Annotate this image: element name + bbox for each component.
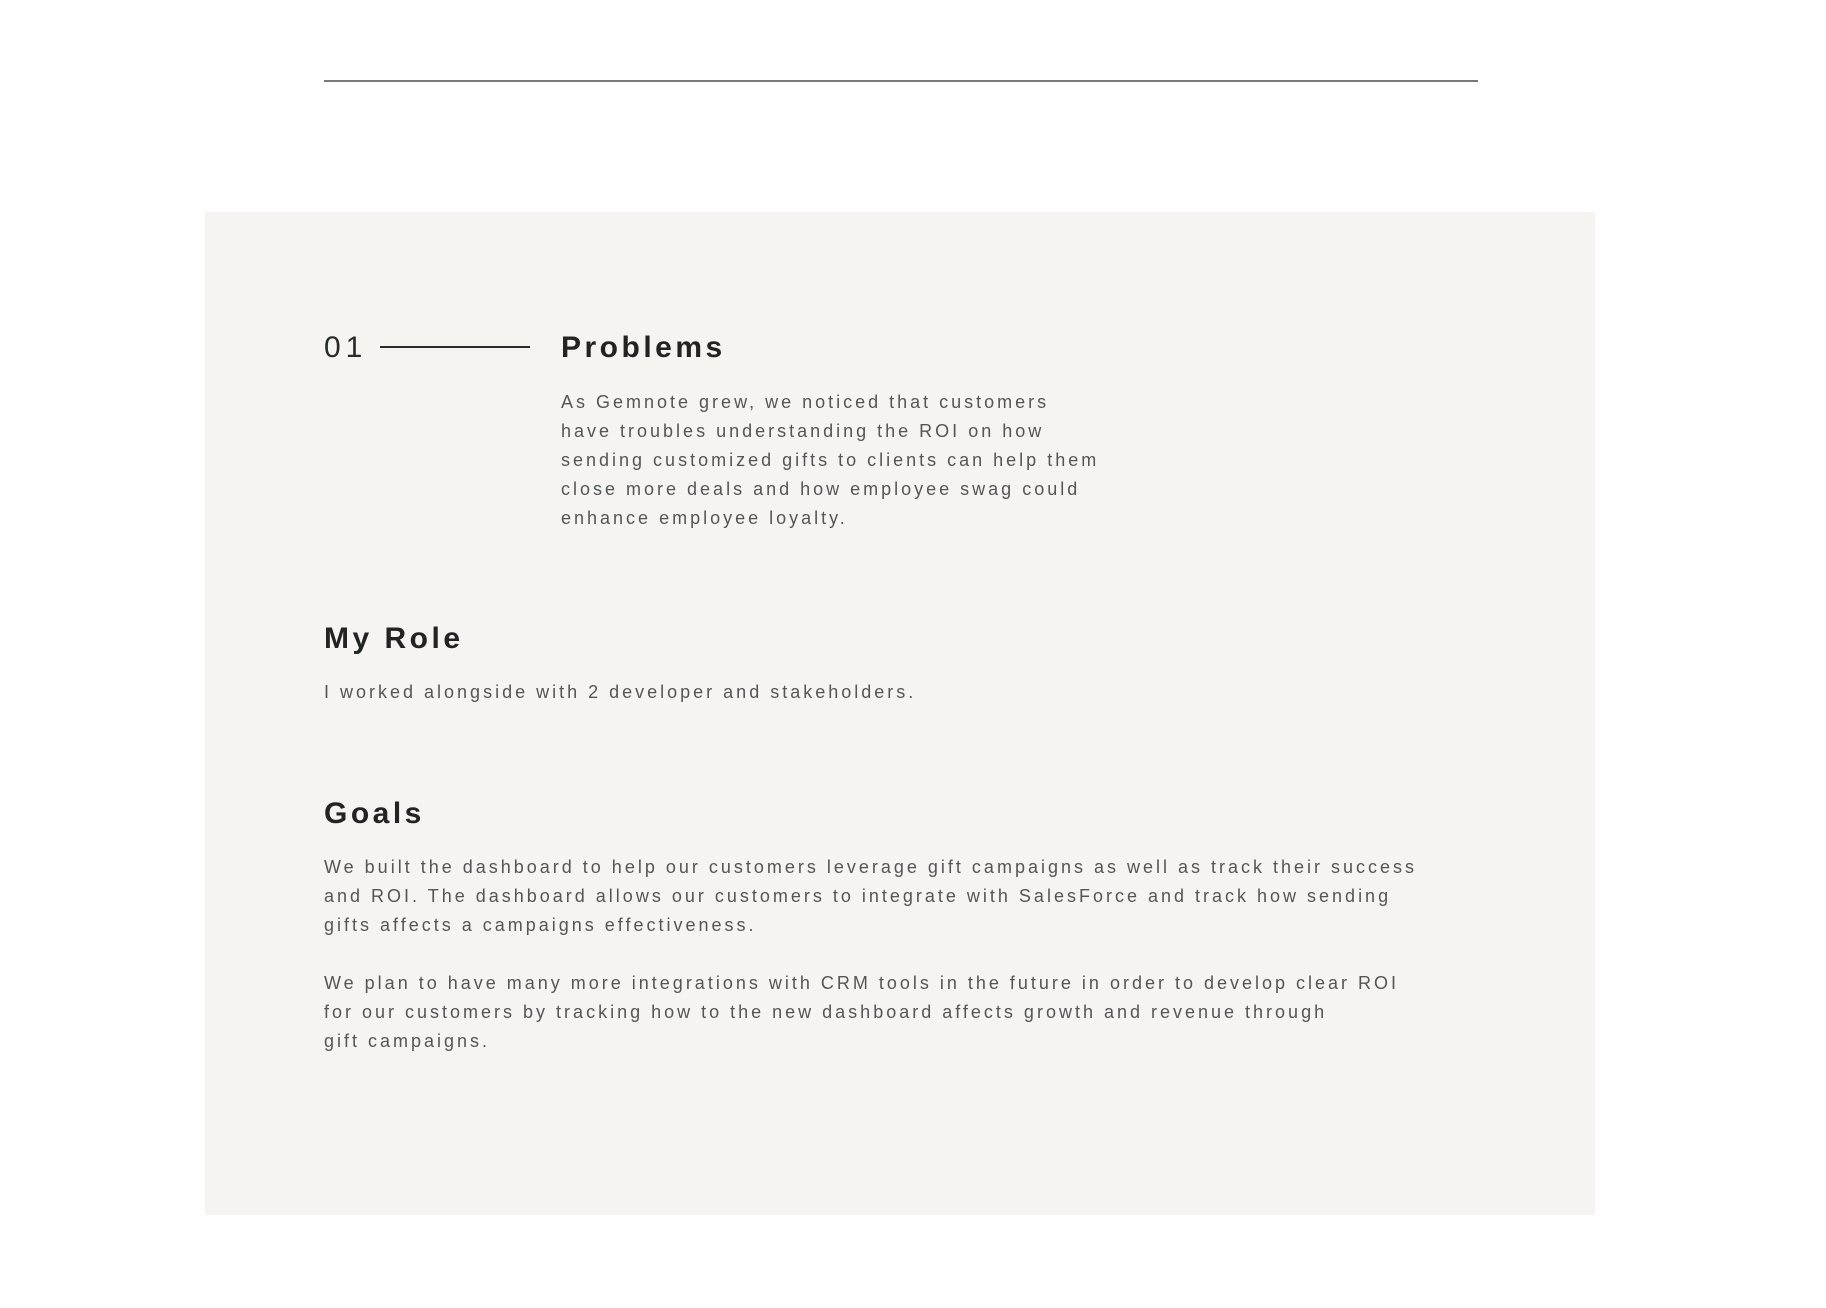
problems-text-line: have troubles understanding the ROI on how xyxy=(561,421,1045,441)
goals-paragraph-1-line: gifts affects a campaigns effectiveness. xyxy=(324,915,757,935)
problems-heading: Problems xyxy=(561,331,726,364)
goals-heading: Goals xyxy=(324,797,425,830)
goals-paragraph-2 xyxy=(324,969,1474,1056)
goals-paragraph-1-line: We built the dashboard to help our customers leverage gift campaigns as well as track their success xyxy=(324,857,1418,877)
problems-text xyxy=(561,388,1161,533)
section-number: 01 xyxy=(324,331,368,364)
my-role-heading: My Role xyxy=(324,622,464,655)
top-divider xyxy=(324,80,1478,82)
goals-paragraph-1 xyxy=(324,853,1474,940)
goals-paragraph-2-line: We plan to have many more integrations with CRM tools in the future in order to develop clear ROI xyxy=(324,973,1400,993)
problems-text-line: enhance employee loyalty. xyxy=(561,508,848,528)
goals-paragraph-1-line: and ROI. The dashboard allows our customers to integrate with SalesForce and track how sending xyxy=(324,886,1392,906)
problems-text-line: As Gemnote grew, we noticed that customers xyxy=(561,392,1050,412)
goals-paragraph-2-line: for our customers by tracking how to the new dashboard affects growth and revenue through xyxy=(324,1002,1328,1022)
section-number-rule xyxy=(380,346,530,348)
problems-text-line: close more deals and how employee swag could xyxy=(561,479,1081,499)
my-role-text: I worked alongside with 2 developer and stakeholders. xyxy=(324,682,917,702)
content-panel xyxy=(205,212,1595,1215)
goals-paragraph-2-line: gift campaigns. xyxy=(324,1031,491,1051)
problems-text-line: sending customized gifts to clients can help them xyxy=(561,450,1100,470)
